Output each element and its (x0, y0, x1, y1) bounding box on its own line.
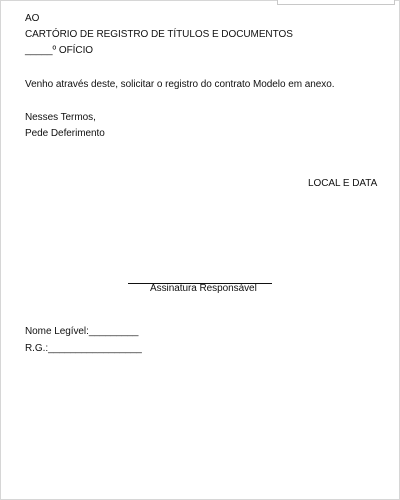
page-corner-tab (277, 0, 395, 5)
legible-name-field: Nome Legível:_________ (25, 326, 139, 337)
signature-label: Assinatura Responsável (150, 283, 257, 294)
closing-terms: Nesses Termos, (25, 112, 96, 123)
rg-field: R.G.:_________________ (25, 343, 142, 354)
registry-name: CARTÓRIO DE REGISTRO DE TÍTULOS E DOCUMENTOS (25, 29, 293, 40)
request-paragraph: Venho através deste, solicitar o registro do contrato Modelo em anexo. (25, 79, 335, 90)
office-line: _____º OFÍCIO (25, 45, 94, 56)
place-date: LOCAL E DATA (308, 178, 378, 189)
closing-request: Pede Deferimento (25, 128, 105, 139)
addressee-line: AO (25, 13, 40, 24)
